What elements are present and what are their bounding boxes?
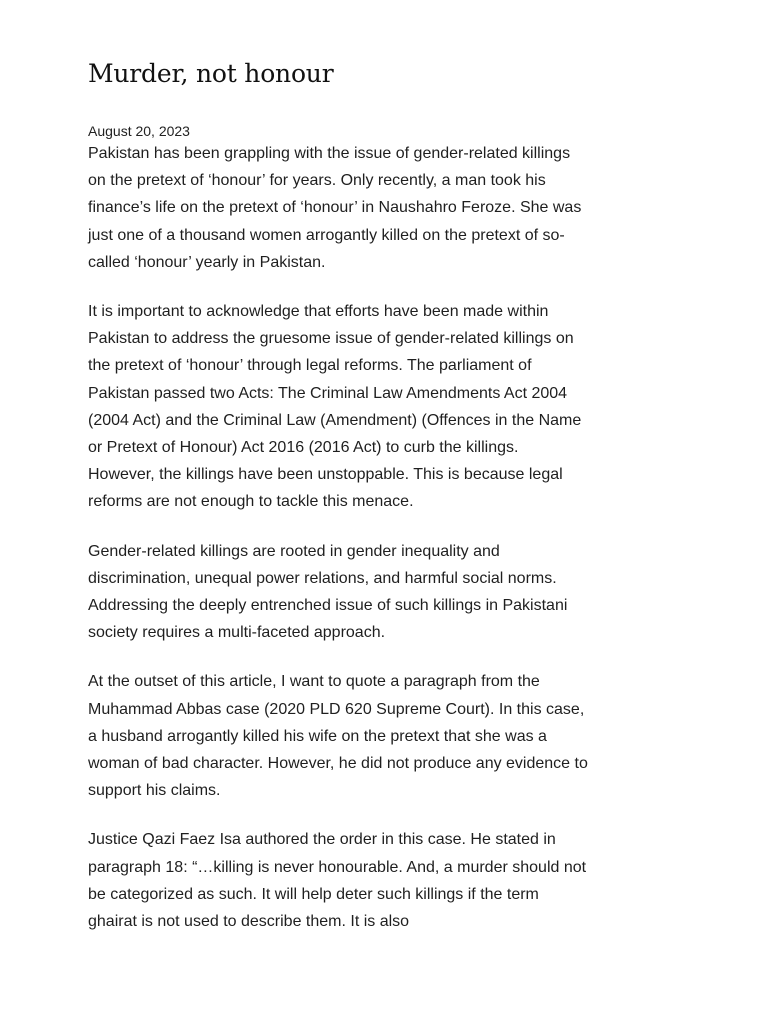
article [88,0,588,957]
article-title: Murder, not honour [88,59,334,88]
paragraph-2: It is important to acknowledge that efforts have been made within Pakistan to address the gruesome issue of gender-related killings on the pretext of ‘honour’ through legal reforms. The parliament of Pakistan passed two Acts: The Criminal Law Amendments Act 2004 (2004 Act) and the Criminal Law (Amendment) (Offences in the Name or Pretext of Honour) Act 2016 (2016 Act) to curb the killings. However, the killings have been unstoppable. This is because legal reforms are not enough to tackle this menace. [88,303,582,511]
paragraph-1: Pakistan has been grappling with the issue of gender-related killings on the pretext of ‘honour’ for years. Only recently, a man took his finance’s life on the pretext of ‘honour’ in Naushahro Feroze. She was just one of a thousand women arrogantly killed on the pretext of so-called ‘honour’ yearly in Pakistan. [88,145,582,271]
article-date: August 20, 2023 [88,123,190,139]
paragraph-4: At the outset of this article, I want to quote a paragraph from the Muhammad Abbas case (2020 PLD 620 Supreme Court). In this case, a husband arrogantly killed his wife on the pretext that she was a woman of bad character. However, he did not produce any evidence to support his claims. [88,673,588,800]
paragraph-5: Justice Qazi Faez Isa authored the order in this case. He stated in paragraph 18: “…killing is never honourable. And, a murder should not be categorized as such. It will help deter such killings if the term ghairat is not used to describe them. It is also [88,831,587,931]
paragraph-3: Gender-related killings are rooted in gender inequality and discrimination, unequal power relations, and harmful social norms. Addressing the deeply entrenched issue of such killings in Pakistani society requires a multi-faceted approach. [88,542,568,642]
article-body [88,140,588,935]
